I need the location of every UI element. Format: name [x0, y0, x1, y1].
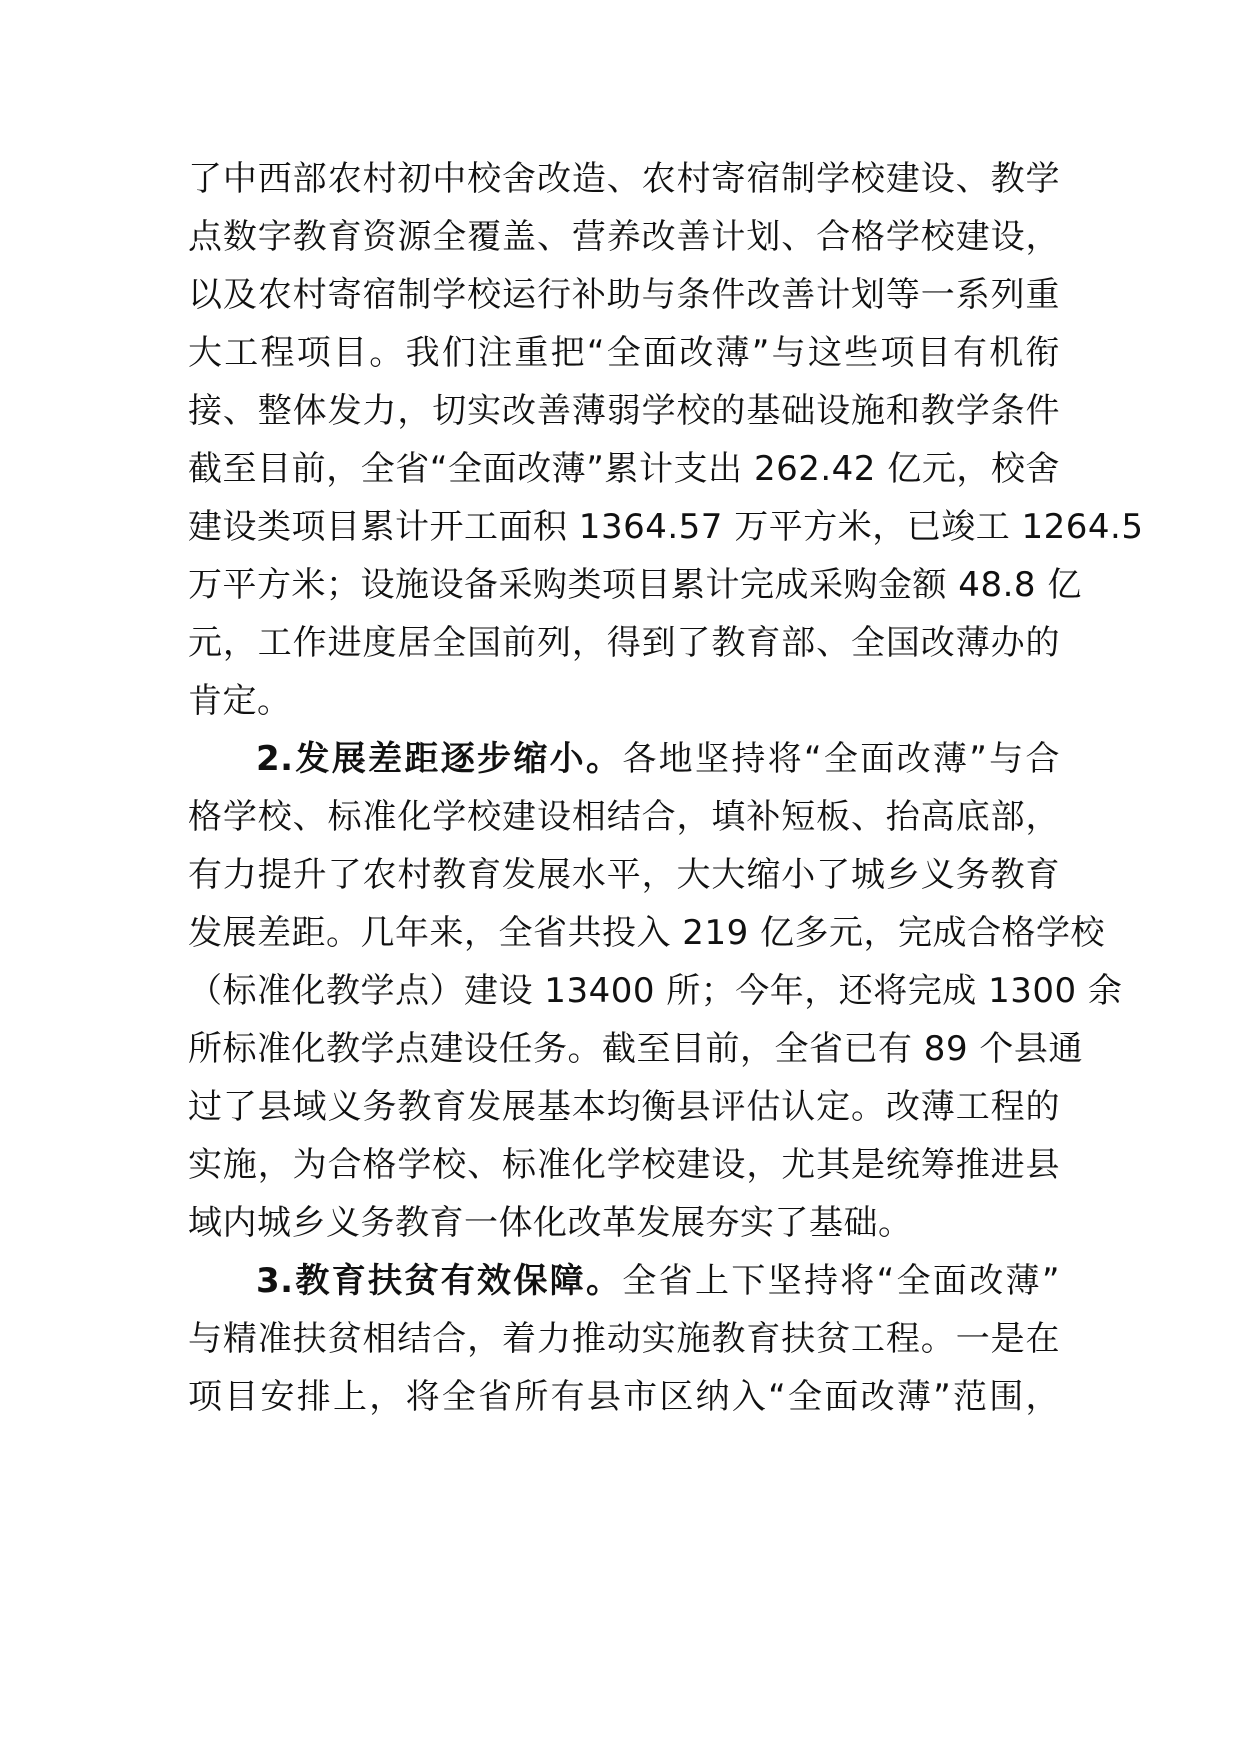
paragraph-2-line-8: 实施，为合格学校、标准化学校建设，尤其是统筹推进县	[188, 1145, 1060, 1185]
paragraph-1-line-4: 大工程项目。我们注重把“全面改薄”与这些项目有机衔	[188, 333, 1060, 373]
paragraph-1-line-1: 了中西部农村初中校舍改造、农村寄宿制学校建设、教学	[188, 159, 1060, 199]
paragraph-2-line-3: 有力提升了农村教育发展水平，大大缩小了城乡义务教育	[188, 855, 1060, 895]
paragraph-1-line-6: 截至目前，全省“全面改薄”累计支出 262.42 亿元，校舍	[188, 449, 1060, 489]
paragraph-2-line-1-text: 各地坚持将“全面改薄”与合	[622, 739, 1060, 779]
paragraph-2-line-6: 所标准化教学点建设任务。截至目前，全省已有 89 个县通	[188, 1029, 1083, 1069]
paragraph-2-heading: 2.发展差距逐步缩小。	[256, 739, 623, 779]
paragraph-3-line-1	[256, 1249, 1060, 1313]
paragraph-3-line-1-text: 全省上下坚持将“全面改薄”	[622, 1261, 1060, 1301]
paragraph-2-line-7: 过了县域义务教育发展基本均衡县评估认定。改薄工程的	[188, 1087, 1060, 1127]
paragraph-1-line-8: 万平方米；设施设备采购类项目累计完成采购金额 48.8 亿	[188, 565, 1082, 605]
paragraph-1-line-7: 建设类项目累计开工面积 1364.57 万平方米，已竣工 1264.5	[188, 507, 1144, 547]
paragraph-3-heading: 3.教育扶贫有效保障。	[256, 1261, 623, 1301]
paragraph-1-line-2: 点数字教育资源全覆盖、营养改善计划、合格学校建设，	[188, 217, 1060, 257]
paragraph-1-line-5: 接、整体发力，切实改善薄弱学校的基础设施和教学条件	[188, 391, 1060, 431]
paragraph-2-line-4: 发展差距。几年来，全省共投入 219 亿多元，完成合格学校	[188, 913, 1106, 953]
paragraph-2-line-1	[256, 727, 1060, 791]
paragraph-3-line-3: 项目安排上，将全省所有县市区纳入“全面改薄”范围，	[188, 1377, 1060, 1417]
paragraph-2-line-5: （标准化教学点）建设 13400 所；今年，还将完成 1300 余	[188, 971, 1123, 1011]
paragraph-1-line-3: 以及农村寄宿制学校运行补助与条件改善计划等一系列重	[188, 275, 1060, 315]
paragraph-3-line-2: 与精准扶贫相结合，着力推动实施教育扶贫工程。一是在	[188, 1319, 1060, 1359]
paragraph-2-line-9: 域内城乡义务教育一体化改革发展夯实了基础。	[188, 1203, 913, 1243]
paragraph-1-line-9: 元，工作进度居全国前列，得到了教育部、全国改薄办的	[188, 623, 1060, 663]
paragraph-1-line-10: 肯定。	[188, 681, 292, 721]
paragraph-2-line-2: 格学校、标准化学校建设相结合，填补短板、抬高底部，	[188, 797, 1060, 837]
